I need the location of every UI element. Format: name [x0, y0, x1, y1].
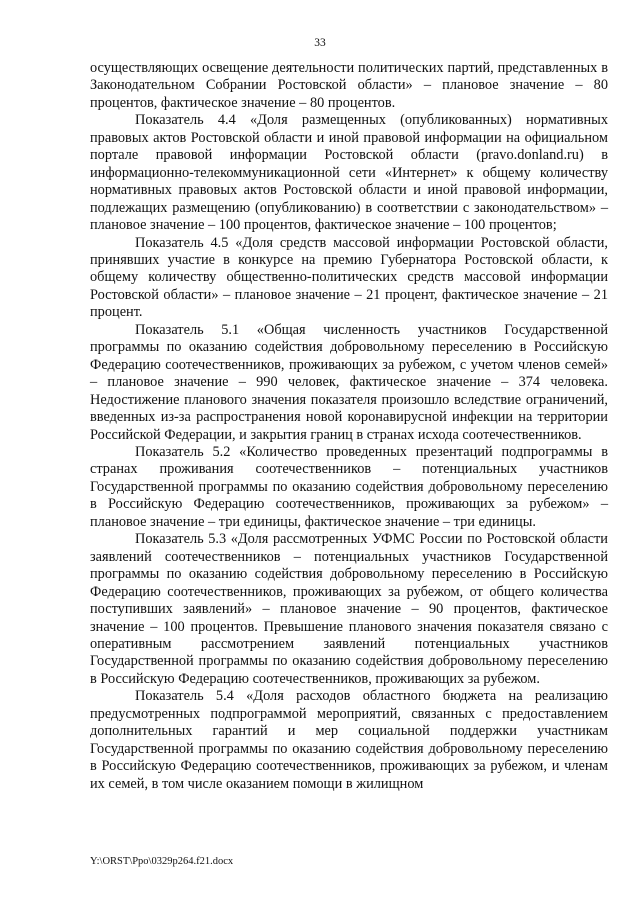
paragraph-continuation: осуществляющих освещение деятельности политических партий, представленных в Законодательном Собрании Ростовской области» – плановое значение – 80 процентов, фактическое значение – 80 процентов.: [90, 60, 608, 111]
page-number: 33: [314, 37, 326, 49]
footer-file-path: Y:\ORST\Ppo\0329p264.f21.docx: [90, 856, 234, 867]
paragraph-indicator-5-3: Показатель 5.3 «Доля рассмотренных УФМС России по Ростовской области заявлений соотечественников – потенциальных участников Государственной программы по оказанию содействия добровольному переселению в Российскую Федерацию соотечественников, проживающих за рубежом, от общего количества поступивших заявлений» – плановое значение – 90 процентов, фактическое значение – 100 процентов. Превышение планового значения показателя связано с оперативным рассмотрением заявлений потенциальных участников Государственной программы по оказанию содействия добровольному переселению в Российскую Федерацию соотечественников, проживающих за рубежом.: [90, 531, 608, 687]
paragraph-indicator-4-5: Показатель 4.5 «Доля средств массовой информации Ростовской области, принявших участие в конкурсе на премию Губернатора Ростовской области, к общему количеству общественно-политических средств массовой информации Ростовской области» – плановое значение – 21 процент, фактическое значение – 21 процент.: [90, 234, 608, 321]
paragraph-indicator-5-2: Показатель 5.2 «Количество проведенных презентаций подпрограммы в странах проживания соотечественников – потенциальных участников Государственной программы по оказанию содействия добровольному переселению в Российскую Федерацию соотечественников, проживающих за рубежом» – плановое значение – три единицы, фактическое значение – три единицы.: [90, 443, 608, 530]
paragraph-indicator-5-4: Показатель 5.4 «Доля расходов областного бюджета на реализацию предусмотренных подпрограммой мероприятий, связанных с предоставлением дополнительных гарантий и мер социальной поддержки участникам Государственной программы по оказанию содействия добровольному переселению в Российскую Федерацию соотечественников, проживающих за рубежом, и членам их семей, в том числе оказанием помощи в жилищном: [90, 688, 608, 792]
paragraph-indicator-4-4: Показатель 4.4 «Доля размещенных (опубликованных) нормативных правовых актов Ростовской области и иной правовой информации на официальном портале правовой информации Ростовской области (pravo.donland.ru) в информационно-телекоммуникационной сети «Интернет» к общему количеству нормативных правовых актов Ростовской области и иной правовой информации, подлежащих размещению (опубликованию) в соответствии с законодательством» – плановое значение – 100 процентов, фактическое значение – 100 процентов;: [90, 112, 608, 234]
paragraph-indicator-5-1: Показатель 5.1 «Общая численность участников Государственной программы по оказанию содействия добровольному переселению в Российскую Федерацию соотечественников, проживающих за рубежом, с учетом членов семей» – плановое значение – 990 человек, фактическое значение – 374 человека. Недостижение планового значения показателя произошло вследствие ограничений, введенных из-за распространения новой коронавирусной инфекции на территории Российской Федерации, и закрытия границ в странах исхода соотечественников.: [90, 321, 608, 443]
document-body: [90, 60, 608, 793]
